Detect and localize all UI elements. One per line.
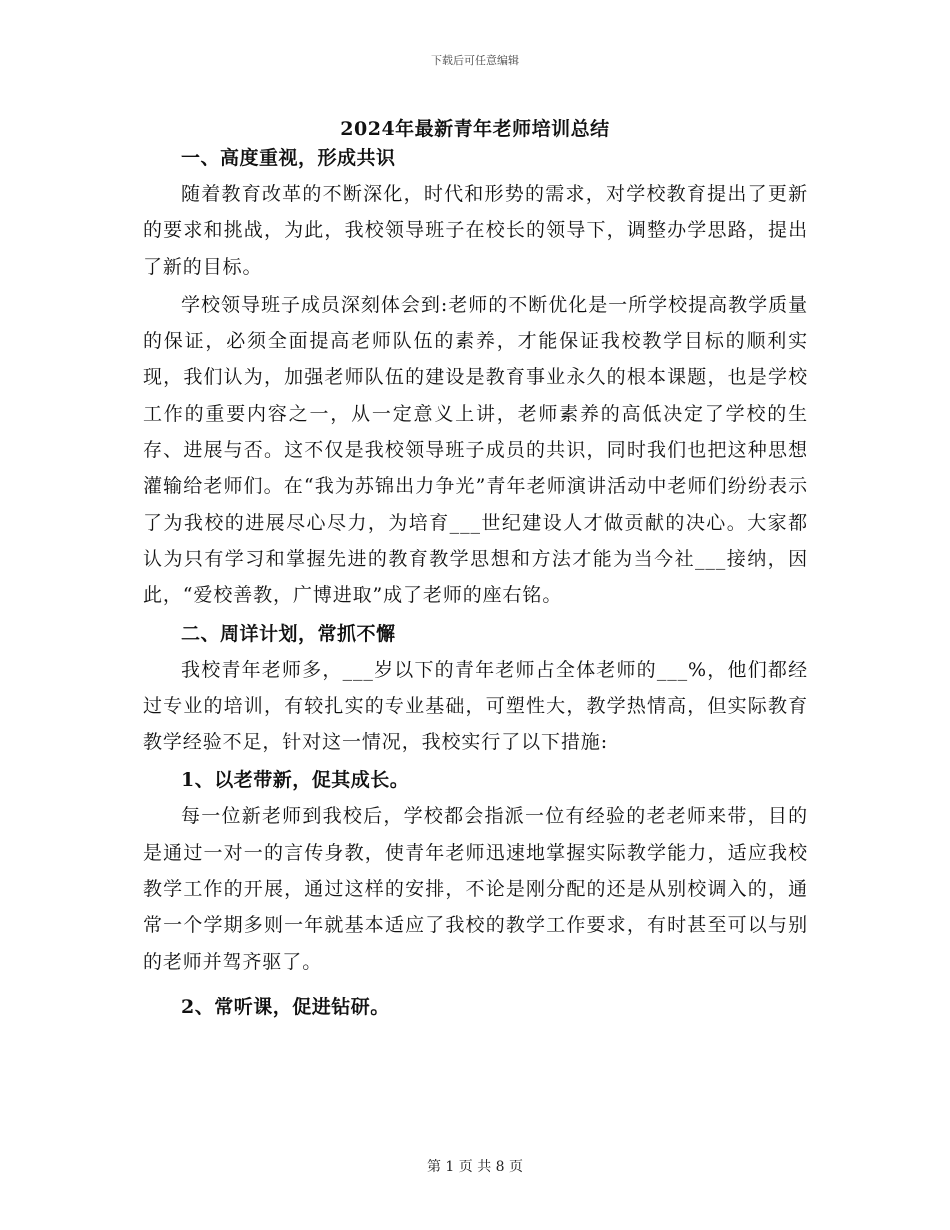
section-heading-1: 一、高度重视，形成共识: [181, 147, 396, 169]
subsection-heading-2: 2、常听课，促进钻研。: [181, 995, 390, 1018]
document-body: [143, 140, 808, 1025]
document-title: 2024年最新青年老师培训总结: [340, 118, 610, 140]
paragraph-3: 我校青年老师多，___岁以下的青年老师占全体老师的___%，他们都经过专业的培训，有较扎实的专业基础，可塑性大，教学热情高，但实际教育教学经验不足，针对这一情况，我校实行了以下措施:: [143, 658, 808, 754]
page-header-note: 下载后可任意编辑: [431, 54, 519, 67]
paragraph-4: 每一位新老师到我校后，学校都会指派一位有经验的老老师来带，目的是通过一对一的言传身教，使青年老师迅速地掌握实际教学能力，适应我校教学工作的开展，通过这样的安排，不论是刚分配的还是从别校调入的，通常一个学期多则一年就基本适应了我校的教学工作要求，有时甚至可以与别的老师并驾齐驱了。: [143, 805, 808, 973]
paragraph-1: 随着教育改革的不断深化，时代和形势的需求，对学校教育提出了更新的要求和挑战，为此，我校领导班子在校长的领导下，调整办学思路，提出了新的目标。: [143, 183, 808, 278]
page-number-footer: 第 1 页 共 8 页: [426, 1159, 524, 1175]
section-heading-2: 二、周详计划，常抓不懈: [181, 622, 396, 645]
paragraph-2: 学校领导班子成员深刻体会到:老师的不断优化是一所学校提高教学质量的保证，必须全面提高老师队伍的素养，才能保证我校教学目标的顺利实现，我们认为，加强老师队伍的建设是教育事业永久的根本课题，也是学校工作的重要内容之一，从一定意义上讲，老师素养的高低决定了学校的生存、进展与否。这不仅是我校领导班子成员的共识，同时我们也把这种思想灌输给老师们。在“我为苏锦出力争光”青年老师演讲活动中老师们纷纷表示了为我校的进展尽心尽力，为培育___世纪建设人才做贡献的决心。大家都认为只有学习和掌握先进的教育教学思想和方法才能为当今社___接纳，因此，“爱校善教，广博进取”成了老师的座右铭。: [143, 293, 808, 607]
subsection-heading-1: 1、以老带新，促其成长。: [181, 769, 410, 792]
